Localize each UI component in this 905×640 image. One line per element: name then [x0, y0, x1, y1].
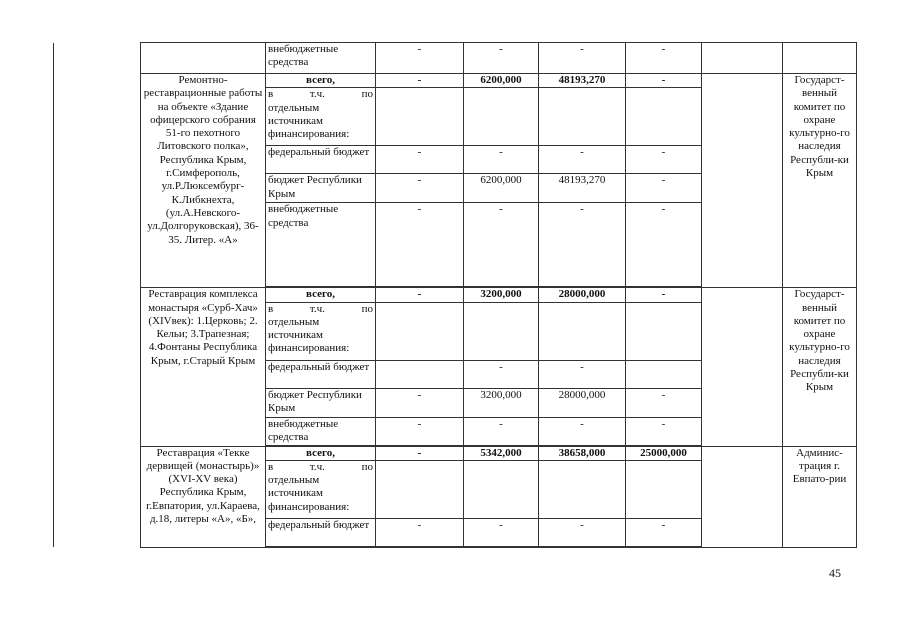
- number-column: [54, 43, 141, 548]
- value-cell: -: [376, 388, 464, 417]
- empty-cell: [702, 74, 783, 288]
- value-cell: 25000,000: [626, 446, 702, 460]
- value-cell: [376, 360, 464, 388]
- value-cell: -: [464, 417, 539, 445]
- value-cell: 48193,270: [539, 74, 626, 88]
- table-row: [54, 446, 857, 460]
- source-cell: внебюджетные средства: [266, 417, 376, 445]
- executor-cell: Админис-трация г. Евпато-рии: [783, 446, 857, 547]
- source-cell: внебюджетные средства: [266, 43, 376, 74]
- table-row: [54, 288, 857, 302]
- source-incl-cell: в т.ч. по отдельным источникам финансирования:: [266, 88, 376, 146]
- value-cell: -: [539, 417, 626, 445]
- value-cell: 48193,270: [539, 174, 626, 203]
- object-name-cell: Реставрация комплекса монастыря «Сурб-Хач» (XIVвек): 1.Церковь; 2. Кельи; 3.Трапезная; 4.Фонтаны Республика Крым, г.Старый Крым: [141, 288, 266, 446]
- value-cell: -: [376, 518, 464, 546]
- value-cell: -: [539, 518, 626, 546]
- value-cell: -: [626, 203, 702, 287]
- value-cell: -: [376, 43, 464, 74]
- value-cell: -: [539, 146, 626, 174]
- value-cell: -: [626, 43, 702, 74]
- value-cell: -: [464, 146, 539, 174]
- value-cell: -: [539, 203, 626, 287]
- value-cell: 6200,000: [464, 174, 539, 203]
- executor-cell: [783, 43, 857, 74]
- table-row: [54, 74, 857, 88]
- source-cell: федеральный бюджет: [266, 518, 376, 546]
- value-cell: 38658,000: [539, 446, 626, 460]
- value-cell: -: [464, 43, 539, 74]
- value-cell: -: [376, 146, 464, 174]
- source-incl-cell: в т.ч. по отдельным источникам финансирования:: [266, 460, 376, 518]
- empty-cell: [702, 446, 783, 547]
- value-cell: -: [464, 360, 539, 388]
- value-cell: -: [539, 43, 626, 74]
- value-cell: -: [376, 288, 464, 302]
- table-row: [54, 43, 857, 74]
- source-cell: бюджет Республики Крым: [266, 388, 376, 417]
- empty-cell: [702, 43, 783, 74]
- object-name-cell: Ремонтно-реставрационные работы на объекте «Здание офицерского собрания 51-го пехотного Литовского полка», Республика Крым, г.Симферополь, ул.Р.Люксембург-К.Либкнехта, (ул.А.Невского-ул.Долгоруковская), 36-35. Литер. «А»: [141, 74, 266, 288]
- source-cell: федеральный бюджет: [266, 146, 376, 174]
- financing-table: [53, 42, 857, 548]
- value-cell: 28000,000: [539, 288, 626, 302]
- value-cell: 5342,000: [464, 446, 539, 460]
- value-cell: -: [626, 288, 702, 302]
- value-cell: 3200,000: [464, 388, 539, 417]
- value-cell: 3200,000: [464, 288, 539, 302]
- value-cell: -: [626, 388, 702, 417]
- value-cell: -: [626, 518, 702, 546]
- source-total-cell: всего,: [266, 446, 376, 460]
- value-cell: -: [539, 360, 626, 388]
- value-cell: -: [376, 446, 464, 460]
- value-cell: -: [626, 417, 702, 445]
- page-number: 45: [829, 566, 841, 580]
- value-cell: [626, 360, 702, 388]
- value-cell: -: [626, 146, 702, 174]
- source-incl-cell: в т.ч. по отдельным источникам финансирования:: [266, 302, 376, 360]
- value-cell: 6200,000: [464, 74, 539, 88]
- value-cell: -: [626, 174, 702, 203]
- value-cell: 28000,000: [539, 388, 626, 417]
- value-cell: -: [464, 203, 539, 287]
- source-cell: федеральный бюджет: [266, 360, 376, 388]
- source-cell: бюджет Республики Крым: [266, 174, 376, 203]
- empty-cell: [702, 288, 783, 446]
- source-total-cell: всего,: [266, 74, 376, 88]
- value-cell: -: [376, 74, 464, 88]
- value-cell: -: [626, 74, 702, 88]
- value-cell: -: [376, 203, 464, 287]
- object-name-cell: [141, 43, 266, 74]
- source-total-cell: всего,: [266, 288, 376, 302]
- executor-cell: Государст-венный комитет по охране культурно-го наследия Республи-ки Крым: [783, 74, 857, 288]
- value-cell: -: [464, 518, 539, 546]
- value-cell: -: [376, 417, 464, 445]
- source-cell: внебюджетные средства: [266, 203, 376, 287]
- executor-cell: Государст-венный комитет по охране культурно-го наследия Республи-ки Крым: [783, 288, 857, 446]
- object-name-cell: Реставрация «Текке дервищей (монастырь)» (XVI-XV века) Республика Крым, г.Евпатория, ул.Караева, д.18, литеры «А», «Б»,: [141, 446, 266, 547]
- value-cell: -: [376, 174, 464, 203]
